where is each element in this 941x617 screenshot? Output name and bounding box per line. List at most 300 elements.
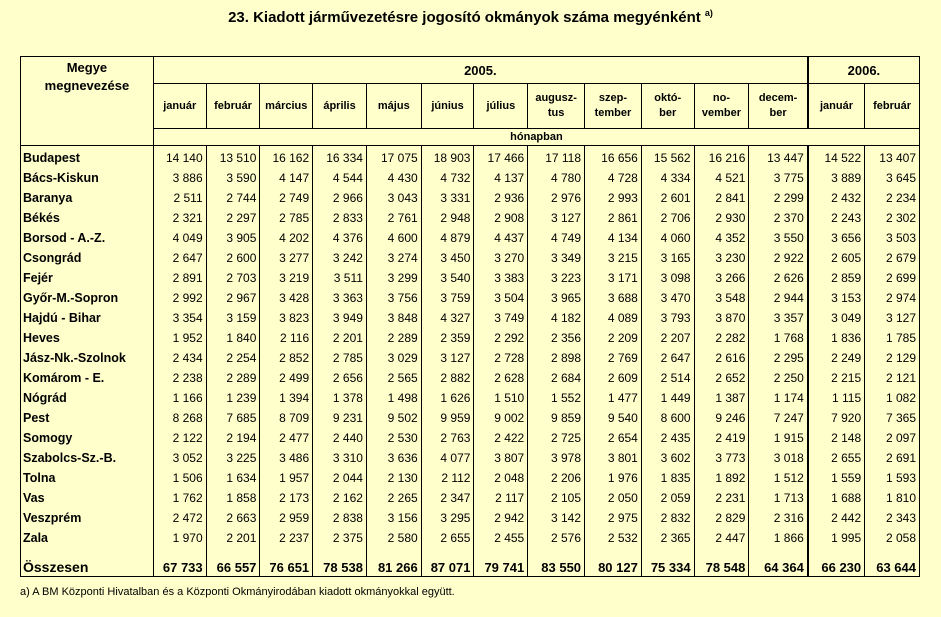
spacer-cell <box>641 548 694 558</box>
table-cell: 3 159 <box>206 308 260 328</box>
month-header-line: no- <box>712 92 731 104</box>
table-cell: 2 432 <box>808 188 865 208</box>
table-cell: 2 684 <box>528 368 585 388</box>
table-cell: 2 728 <box>474 348 528 368</box>
table-cell: 4 732 <box>421 168 474 188</box>
table-cell: 2 201 <box>313 328 367 348</box>
table-cell: 2 238 <box>153 368 206 388</box>
table-cell: 2 829 <box>694 508 749 528</box>
table-cell: 2 763 <box>421 428 474 448</box>
table-cell: 4 544 <box>313 168 367 188</box>
table-cell: 2 838 <box>313 508 367 528</box>
county-name: Szabolcs-Sz.-B. <box>23 451 117 465</box>
table-cell: 2 654 <box>585 428 642 448</box>
table-cell: 9 246 <box>694 408 749 428</box>
table-cell: 3 870 <box>694 308 749 328</box>
table-row <box>21 228 920 248</box>
table-cell: 4 077 <box>421 448 474 468</box>
table-cell: 1 858 <box>206 488 260 508</box>
table-cell: 3 756 <box>366 288 421 308</box>
table-cell: 2 609 <box>585 368 642 388</box>
table-cell: 2 365 <box>641 528 694 548</box>
county-name: Jász-Nk.-Szolnok <box>23 351 126 365</box>
table-cell: 2 628 <box>474 368 528 388</box>
county-name: Veszprém <box>23 511 82 525</box>
table-cell: 4 147 <box>260 168 313 188</box>
table-cell: 2 656 <box>313 368 367 388</box>
table-cell: 3 171 <box>585 268 642 288</box>
month-header <box>749 84 808 129</box>
month-header <box>641 84 694 129</box>
month-header <box>153 84 206 129</box>
month-header-line: január <box>819 99 853 112</box>
table-cell: 2 565 <box>366 368 421 388</box>
table-cell: 80 127 <box>585 558 642 577</box>
table-cell: 2 967 <box>206 288 260 308</box>
table-cell: 1 552 <box>528 388 585 408</box>
table-cell: 1 166 <box>153 388 206 408</box>
table-cell: 1 449 <box>641 388 694 408</box>
table-cell: 2 499 <box>260 368 313 388</box>
table-cell: 2 930 <box>694 208 749 228</box>
month-header <box>206 84 260 129</box>
month-header-line: októ- <box>654 92 682 104</box>
county-name: Hajdú - Bihar <box>23 311 101 325</box>
table-cell: 2 122 <box>153 428 206 448</box>
month-header-line: ber <box>659 107 677 119</box>
table-cell: 3 153 <box>808 288 865 308</box>
table-cell: 3 645 <box>865 168 920 188</box>
table-cell: 1 976 <box>585 468 642 488</box>
table-cell: 4 049 <box>153 228 206 248</box>
table-cell: 2 936 <box>474 188 528 208</box>
table-cell: 2 265 <box>366 488 421 508</box>
table-cell: 2 601 <box>641 188 694 208</box>
table-cell: 4 600 <box>366 228 421 248</box>
table-cell: 1 866 <box>749 528 808 548</box>
month-header-line: decem- <box>758 92 798 104</box>
table-cell: 3 225 <box>206 448 260 468</box>
table-cell: 2 130 <box>366 468 421 488</box>
county-name: Összesen <box>21 558 154 577</box>
table-cell: 2 050 <box>585 488 642 508</box>
table-cell: 2 237 <box>260 528 313 548</box>
month-header <box>528 84 585 129</box>
table-cell: 3 548 <box>694 288 749 308</box>
month-header-line: március <box>265 99 308 112</box>
table-cell: 2 440 <box>313 428 367 448</box>
table-cell: 2 785 <box>313 348 367 368</box>
table-cell: 2 292 <box>474 328 528 348</box>
table-row <box>21 468 920 488</box>
table-cell: 1 626 <box>421 388 474 408</box>
table-cell: 66 230 <box>808 558 865 577</box>
table-cell: 2 370 <box>749 208 808 228</box>
month-header-line: szep- <box>598 92 627 104</box>
table-cell: 67 733 <box>153 558 206 577</box>
table-cell: 3 775 <box>749 168 808 188</box>
table-title <box>0 8 941 26</box>
table-cell: 2 295 <box>749 348 808 368</box>
table-cell: 4 879 <box>421 228 474 248</box>
table-cell: 2 201 <box>206 528 260 548</box>
table-cell: 2 250 <box>749 368 808 388</box>
county-name: Vas <box>23 491 45 505</box>
table-cell: 2 859 <box>808 268 865 288</box>
table-cell: 2 289 <box>206 368 260 388</box>
spacer-row <box>21 548 920 558</box>
table-cell: 3 688 <box>585 288 642 308</box>
table-cell: 16 656 <box>585 146 642 169</box>
table-cell: 16 162 <box>260 146 313 169</box>
table-cell: 2 044 <box>313 468 367 488</box>
month-header <box>865 84 920 129</box>
table-cell: 3 029 <box>366 348 421 368</box>
table-cell: 3 886 <box>153 168 206 188</box>
table-cell: 2 289 <box>366 328 421 348</box>
table-row <box>21 428 920 448</box>
spacer-cell <box>421 548 474 558</box>
table-cell: 3 349 <box>528 248 585 268</box>
table-cell: 1 952 <box>153 328 206 348</box>
table-cell: 4 521 <box>694 168 749 188</box>
table-cell: 4 352 <box>694 228 749 248</box>
table-cell: 1 498 <box>366 388 421 408</box>
month-header <box>313 84 367 129</box>
table-cell: 3 274 <box>366 248 421 268</box>
total-row <box>21 558 920 577</box>
table-cell: 16 216 <box>694 146 749 169</box>
table-cell: 3 793 <box>641 308 694 328</box>
table-cell: 2 974 <box>865 288 920 308</box>
table-cell: 64 364 <box>749 558 808 577</box>
table-cell: 63 644 <box>865 558 920 577</box>
month-header-line: ber <box>769 107 787 119</box>
table-cell: 2 254 <box>206 348 260 368</box>
table-cell: 3 363 <box>313 288 367 308</box>
table-cell: 2 691 <box>865 448 920 468</box>
table-cell: 2 129 <box>865 348 920 368</box>
table-cell: 1 174 <box>749 388 808 408</box>
table-cell: 2 511 <box>153 188 206 208</box>
county-name: Békés <box>23 211 60 225</box>
table-cell: 66 557 <box>206 558 260 577</box>
table-cell: 2 852 <box>260 348 313 368</box>
table-cell: 3 165 <box>641 248 694 268</box>
month-header <box>808 84 865 129</box>
title-footnote-marker: a) <box>704 8 713 18</box>
table-cell: 2 105 <box>528 488 585 508</box>
table-cell: 9 002 <box>474 408 528 428</box>
table-cell: 3 127 <box>865 308 920 328</box>
table-cell: 1 995 <box>808 528 865 548</box>
table-cell: 2 647 <box>153 248 206 268</box>
table-cell: 9 859 <box>528 408 585 428</box>
table-cell: 3 215 <box>585 248 642 268</box>
table-cell: 2 112 <box>421 468 474 488</box>
table-cell: 3 018 <box>749 448 808 468</box>
table-cell: 3 219 <box>260 268 313 288</box>
county-name: Budapest <box>23 151 80 165</box>
table-cell: 3 504 <box>474 288 528 308</box>
month-header <box>260 84 313 129</box>
table-cell: 2 898 <box>528 348 585 368</box>
table-cell: 2 347 <box>421 488 474 508</box>
table-cell: 2 299 <box>749 188 808 208</box>
table-cell: 1 768 <box>749 328 808 348</box>
table-cell: 3 142 <box>528 508 585 528</box>
spacer-cell <box>260 548 313 558</box>
table-cell: 2 948 <box>421 208 474 228</box>
table-cell: 1 713 <box>749 488 808 508</box>
table-cell: 4 334 <box>641 168 694 188</box>
table-cell: 3 602 <box>641 448 694 468</box>
table-cell: 2 975 <box>585 508 642 528</box>
table-cell: 7 685 <box>206 408 260 428</box>
spacer-cell <box>585 548 642 558</box>
table-cell: 4 202 <box>260 228 313 248</box>
spacer-cell <box>313 548 367 558</box>
table-cell: 2 908 <box>474 208 528 228</box>
county-name: Zala <box>23 531 49 545</box>
table-cell: 4 137 <box>474 168 528 188</box>
county-name: Fejér <box>23 271 53 285</box>
spacer-cell <box>528 548 585 558</box>
table-cell: 2 576 <box>528 528 585 548</box>
month-header-line: február <box>214 99 252 112</box>
table-cell: 13 510 <box>206 146 260 169</box>
table-cell: 2 435 <box>641 428 694 448</box>
table-cell: 3 230 <box>694 248 749 268</box>
county-name: Baranya <box>23 191 73 205</box>
month-header-line: január <box>163 99 197 112</box>
table-cell: 2 966 <box>313 188 367 208</box>
table-cell: 1 688 <box>808 488 865 508</box>
table-cell: 2 861 <box>585 208 642 228</box>
county-name: Tolna <box>23 471 56 485</box>
table-cell: 76 651 <box>260 558 313 577</box>
table-cell: 2 059 <box>641 488 694 508</box>
table-cell: 2 116 <box>260 328 313 348</box>
table-cell: 3 127 <box>421 348 474 368</box>
table-cell: 3 801 <box>585 448 642 468</box>
table-cell: 14 140 <box>153 146 206 169</box>
table-cell: 2 316 <box>749 508 808 528</box>
table-row <box>21 328 920 348</box>
table-cell: 1 387 <box>694 388 749 408</box>
table-cell: 3 540 <box>421 268 474 288</box>
table-cell: 13 407 <box>865 146 920 169</box>
table-cell: 2 173 <box>260 488 313 508</box>
table-cell: 7 247 <box>749 408 808 428</box>
county-column-header <box>21 57 154 146</box>
table-cell: 3 759 <box>421 288 474 308</box>
table-cell: 1 762 <box>153 488 206 508</box>
table-cell: 2 891 <box>153 268 206 288</box>
table-row <box>21 388 920 408</box>
table-cell: 18 903 <box>421 146 474 169</box>
table-cell: 3 773 <box>694 448 749 468</box>
table-cell: 3 550 <box>749 228 808 248</box>
table-cell: 9 502 <box>366 408 421 428</box>
table-cell: 3 965 <box>528 288 585 308</box>
table-cell: 1 785 <box>865 328 920 348</box>
spacer-cell <box>474 548 528 558</box>
table-cell: 3 889 <box>808 168 865 188</box>
table-cell: 3 949 <box>313 308 367 328</box>
table-cell: 2 359 <box>421 328 474 348</box>
table-cell: 2 605 <box>808 248 865 268</box>
table-cell: 3 486 <box>260 448 313 468</box>
table-cell: 3 277 <box>260 248 313 268</box>
table-cell: 4 780 <box>528 168 585 188</box>
month-header <box>421 84 474 129</box>
table-row <box>21 288 920 308</box>
table-cell: 2 530 <box>366 428 421 448</box>
table-cell: 2 882 <box>421 368 474 388</box>
table-row <box>21 248 920 268</box>
table-row <box>21 146 920 169</box>
table-cell: 4 749 <box>528 228 585 248</box>
table-cell: 17 466 <box>474 146 528 169</box>
month-header <box>585 84 642 129</box>
table-row <box>21 268 920 288</box>
data-table <box>20 56 920 577</box>
table-cell: 2 626 <box>749 268 808 288</box>
table-cell: 1 082 <box>865 388 920 408</box>
table-cell: 8 709 <box>260 408 313 428</box>
table-cell: 2 297 <box>206 208 260 228</box>
table-cell: 2 048 <box>474 468 528 488</box>
table-row <box>21 348 920 368</box>
table-cell: 2 942 <box>474 508 528 528</box>
table-row <box>21 368 920 388</box>
table-cell: 17 075 <box>366 146 421 169</box>
spacer-cell <box>206 548 260 558</box>
county-name: Somogy <box>23 431 73 445</box>
table-cell: 1 510 <box>474 388 528 408</box>
table-cell: 1 593 <box>865 468 920 488</box>
table-cell: 2 447 <box>694 528 749 548</box>
table-cell: 2 600 <box>206 248 260 268</box>
table-cell: 2 993 <box>585 188 642 208</box>
table-cell: 1 892 <box>694 468 749 488</box>
table-cell: 2 243 <box>808 208 865 228</box>
table-cell: 1 915 <box>749 428 808 448</box>
county-name: Pest <box>23 411 50 425</box>
table-cell: 2 206 <box>528 468 585 488</box>
month-header-line: május <box>377 99 410 112</box>
table-cell: 13 447 <box>749 146 808 169</box>
month-header <box>694 84 749 129</box>
table-cell: 2 769 <box>585 348 642 368</box>
table-cell: 4 437 <box>474 228 528 248</box>
table-cell: 3 049 <box>808 308 865 328</box>
table-row <box>21 188 920 208</box>
table-cell: 1 835 <box>641 468 694 488</box>
table-cell: 17 118 <box>528 146 585 169</box>
month-header-line: április <box>323 99 356 112</box>
table-cell: 2 976 <box>528 188 585 208</box>
table-cell: 4 060 <box>641 228 694 248</box>
county-name: Győr-M.-Sopron <box>23 291 119 305</box>
table-cell: 2 944 <box>749 288 808 308</box>
table-cell: 2 761 <box>366 208 421 228</box>
county-name: Csongrád <box>23 251 82 265</box>
table-cell: 78 548 <box>694 558 749 577</box>
table-row <box>21 488 920 508</box>
table-row <box>21 508 920 528</box>
table-cell: 2 321 <box>153 208 206 228</box>
county-name: Nógrád <box>23 391 67 405</box>
spacer-cell <box>865 548 920 558</box>
title-text: 23. Kiadott járművezetésre jogosító okmányok száma megyénként <box>228 9 701 26</box>
table-cell: 2 833 <box>313 208 367 228</box>
table-cell: 3 511 <box>313 268 367 288</box>
table-cell: 1 512 <box>749 468 808 488</box>
table-cell: 1 634 <box>206 468 260 488</box>
table-cell: 9 231 <box>313 408 367 428</box>
table-cell: 1 840 <box>206 328 260 348</box>
table-cell: 75 334 <box>641 558 694 577</box>
month-header-line: augusz- <box>535 92 577 104</box>
table-cell: 2 832 <box>641 508 694 528</box>
table-cell: 8 600 <box>641 408 694 428</box>
table-cell: 2 117 <box>474 488 528 508</box>
table-cell: 3 295 <box>421 508 474 528</box>
table-cell: 3 127 <box>528 208 585 228</box>
table-cell: 3 310 <box>313 448 367 468</box>
table-cell: 4 376 <box>313 228 367 248</box>
table-cell: 4 430 <box>366 168 421 188</box>
table-cell: 2 097 <box>865 428 920 448</box>
table-cell: 2 785 <box>260 208 313 228</box>
table-cell: 2 121 <box>865 368 920 388</box>
table-cell: 3 848 <box>366 308 421 328</box>
table-row <box>21 448 920 468</box>
table-cell: 2 419 <box>694 428 749 448</box>
table-cell: 3 156 <box>366 508 421 528</box>
table-cell: 3 098 <box>641 268 694 288</box>
table-cell: 2 472 <box>153 508 206 528</box>
table-cell: 2 215 <box>808 368 865 388</box>
spacer-cell <box>694 548 749 558</box>
table-cell: 2 434 <box>153 348 206 368</box>
table-cell: 2 841 <box>694 188 749 208</box>
table-cell: 2 249 <box>808 348 865 368</box>
table-cell: 3 905 <box>206 228 260 248</box>
table-cell: 16 334 <box>313 146 367 169</box>
month-header <box>366 84 421 129</box>
table-cell: 3 823 <box>260 308 313 328</box>
table-cell: 3 266 <box>694 268 749 288</box>
table-cell: 9 959 <box>421 408 474 428</box>
table-cell: 7 365 <box>865 408 920 428</box>
table-cell: 2 207 <box>641 328 694 348</box>
table-cell: 2 356 <box>528 328 585 348</box>
table-cell: 2 706 <box>641 208 694 228</box>
table-cell: 2 655 <box>808 448 865 468</box>
table-cell: 2 725 <box>528 428 585 448</box>
table-row <box>21 308 920 328</box>
spacer-cell <box>21 548 154 558</box>
table-cell: 9 540 <box>585 408 642 428</box>
year-2005-header: 2005. <box>153 57 807 84</box>
table-cell: 1 477 <box>585 388 642 408</box>
table-cell: 79 741 <box>474 558 528 577</box>
table-cell: 2 616 <box>694 348 749 368</box>
table-cell: 7 920 <box>808 408 865 428</box>
